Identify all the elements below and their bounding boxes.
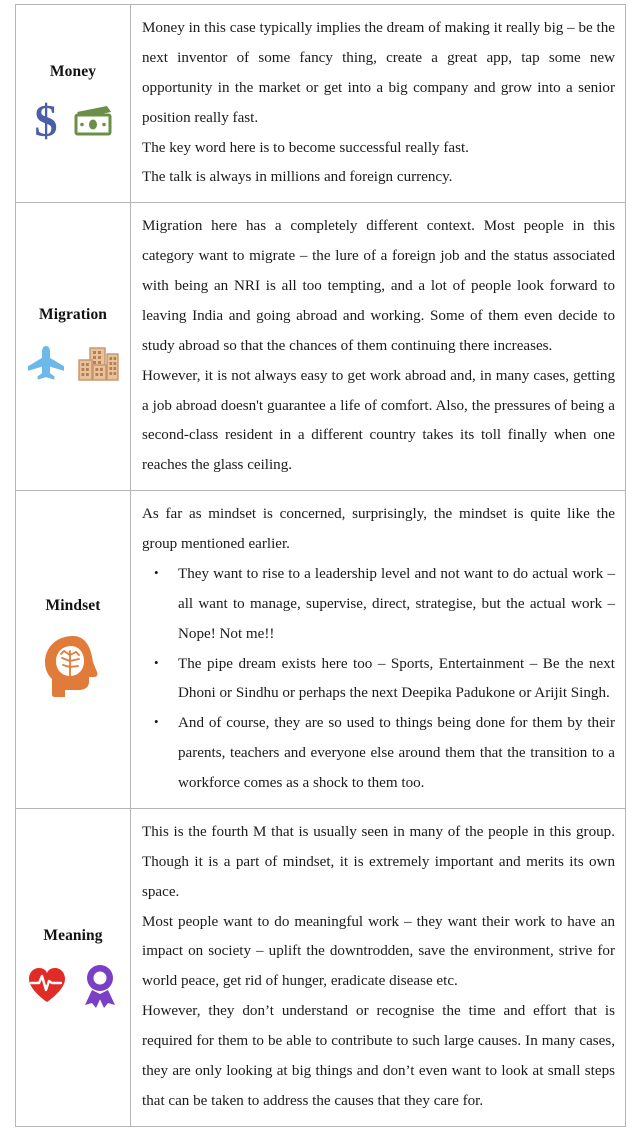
table-row bbox=[16, 203, 625, 491]
city-buildings-icon bbox=[77, 344, 121, 384]
icon-group-mindset bbox=[38, 632, 108, 702]
svg-text:$: $ bbox=[34, 97, 58, 144]
heartbeat-icon bbox=[27, 966, 67, 1004]
bullet-list bbox=[142, 560, 615, 799]
icon-group-meaning bbox=[27, 962, 119, 1008]
dollar-sign-icon bbox=[31, 98, 61, 144]
paragraph: Most people want to do meaningful work – they want their work to have an impact on society – uplift the downtrodden, save the environment, strive for world peace, get rid of hunger, eradicate disease etc. bbox=[142, 913, 615, 990]
row-label-mindset: Mindset bbox=[45, 597, 101, 615]
award-ribbon-icon bbox=[81, 962, 119, 1008]
paragraph: The talk is always in millions and foreign currency. bbox=[142, 169, 453, 186]
row-body-meaning bbox=[131, 809, 625, 1126]
banknote-icon bbox=[71, 103, 115, 139]
airplane-icon bbox=[25, 344, 67, 384]
row-label-money: Money bbox=[49, 63, 97, 81]
paragraph: This is the fourth M that is usually seen in many of the people in this group. Though it is a part of mindset, it is extremely important and merits its own space. bbox=[142, 823, 615, 900]
icon-group-migration bbox=[25, 341, 121, 387]
brain-head-icon bbox=[38, 632, 108, 702]
row-body-mindset bbox=[131, 491, 625, 808]
table-row bbox=[16, 5, 625, 203]
row-body-migration bbox=[131, 203, 625, 490]
list-item: • The pipe dream exists here too – Sports, Entertainment – Be the next Dhoni or Sindhu or perhaps the next Deepika Padukone or Arijit Singh. bbox=[142, 650, 615, 710]
paragraph: However, it is not always easy to get work abroad and, in many cases, getting a job abroad doesn't guarantee a life of comfort. Also, the pressures of being a second-class resident in a different country takes its toll finally when one reaches the glass ceiling. bbox=[142, 367, 615, 474]
icon-group-money bbox=[31, 98, 115, 144]
paragraph: Money in this case typically implies the dream of making it really big – be the next inventor of some fancy thing, create a great app, tap some new opportunity in the market or get into a big company and grow into a senior position really fast. bbox=[142, 20, 615, 126]
row-label-cell-money bbox=[16, 5, 131, 202]
paragraph: As far as mindset is concerned, surprisingly, the mindset is quite like the group mentioned earlier. bbox=[142, 506, 615, 552]
four-ms-table bbox=[15, 4, 626, 1127]
paragraph: Migration here has a completely different context. Most people in this category want to migrate – the lure of a foreign job and the status associated with being an NRI is all too tempting, and a lot of people look forward to leaving India and going abroad and working. Some of them even decide to study abroad so that the chances of them continuing there increases. bbox=[142, 218, 615, 354]
list-item: • They want to rise to a leadership level and not want to do actual work – all want to manage, supervise, direct, strategise, but the actual work – Nope! Not me!! bbox=[142, 560, 615, 650]
table-row bbox=[16, 809, 625, 1127]
row-label-migration: Migration bbox=[38, 306, 108, 324]
paragraph: The key word here is to become successful really fast. bbox=[142, 139, 469, 156]
row-label-cell-meaning bbox=[16, 809, 131, 1126]
list-item: • And of course, they are so used to things being done for them by their parents, teachers and everyone else around them that the transition to a workforce comes as a shock to them too. bbox=[142, 709, 615, 799]
row-body-money bbox=[131, 5, 625, 202]
row-label-meaning: Meaning bbox=[43, 926, 103, 944]
row-label-cell-mindset bbox=[16, 491, 131, 808]
row-label-cell-migration bbox=[16, 203, 131, 490]
paragraph: However, they don’t understand or recognise the time and effort that is required for them to be able to contribute to such large causes. In many cases, they are only looking at big things and don’t even want to look at small steps that can be taken to address the causes that they care for. bbox=[142, 1003, 615, 1109]
table-row bbox=[16, 491, 625, 809]
